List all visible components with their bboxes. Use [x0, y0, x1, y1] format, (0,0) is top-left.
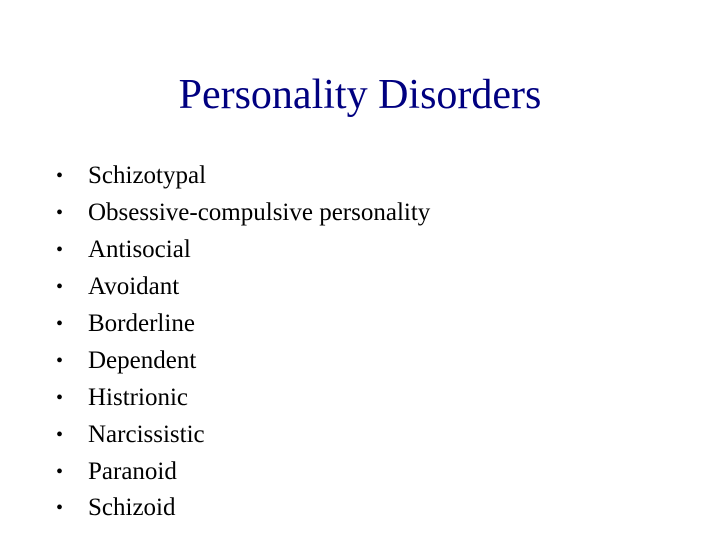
list-item	[56, 158, 430, 195]
list-item	[56, 416, 430, 453]
list-item	[56, 453, 430, 490]
bullet-icon: •	[56, 423, 64, 446]
list-item	[56, 490, 430, 527]
list-item-text: Schizotypal	[88, 162, 207, 190]
list-item	[56, 306, 430, 343]
slide-title: Personality Disorders	[178, 72, 542, 118]
list-item-text: Schizoid	[88, 494, 176, 522]
list-item	[56, 195, 430, 232]
bullet-icon: •	[56, 460, 64, 483]
list-item-text: Histrionic	[88, 383, 188, 411]
list-item	[56, 269, 430, 306]
list-item	[56, 379, 430, 416]
list-item-text: Antisocial	[88, 236, 191, 264]
bullet-list	[56, 158, 430, 527]
bullet-icon: •	[56, 313, 64, 335]
list-item	[56, 342, 430, 379]
list-item-text: Borderline	[88, 310, 195, 337]
list-item-text: Obsessive-compulsive personality	[88, 199, 431, 227]
list-item-text: Dependent	[88, 346, 197, 374]
bullet-icon: •	[56, 239, 64, 262]
list-item-text: Narcissistic	[88, 420, 205, 448]
bullet-icon: •	[56, 386, 64, 409]
bullet-icon: •	[56, 202, 64, 225]
bullet-icon: •	[56, 165, 64, 188]
list-item-text: Avoidant	[88, 273, 180, 301]
list-item	[56, 232, 430, 269]
bullet-icon: •	[56, 276, 64, 299]
list-item-text: Paranoid	[88, 457, 177, 485]
bullet-icon: •	[56, 497, 64, 520]
bullet-icon: •	[56, 349, 64, 372]
